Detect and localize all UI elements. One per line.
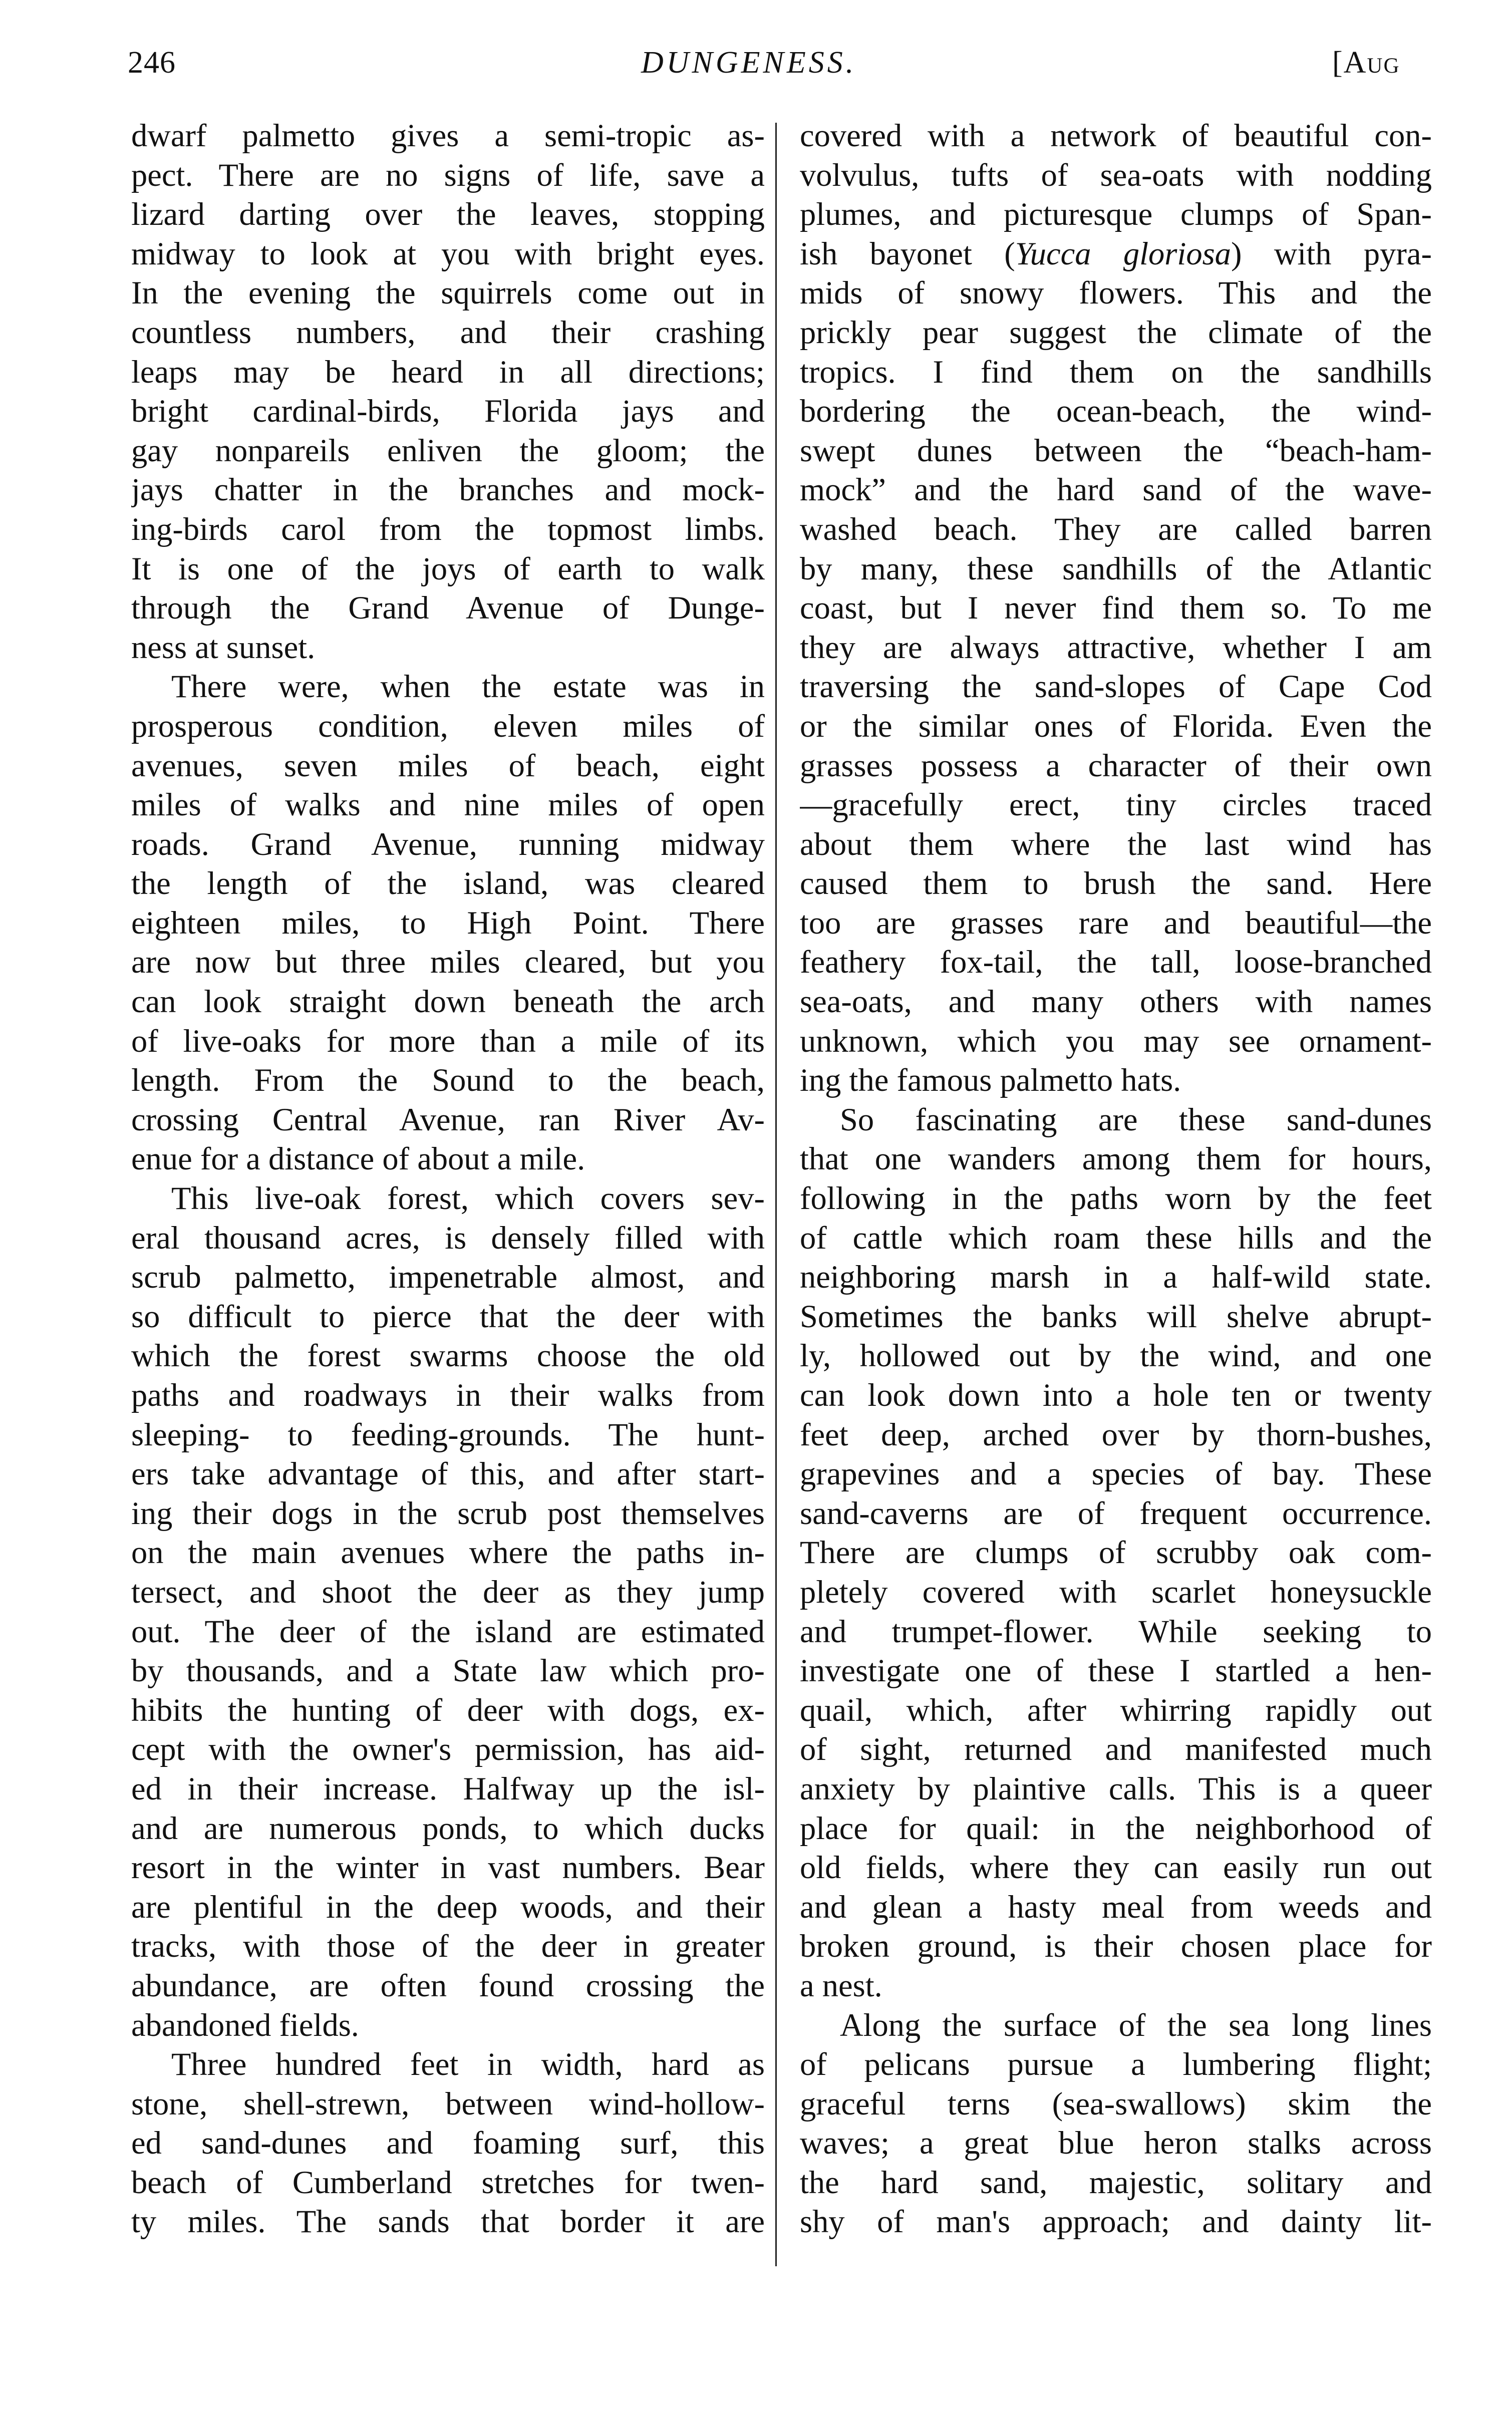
text-line: broken ground, is their chosen place for (800, 1928, 1432, 1964)
right-column (800, 116, 1432, 2242)
text-line: eighteen miles, to High Point. There (131, 905, 765, 941)
text-line: prosperous condition, eleven miles of (131, 708, 765, 744)
text-line: following in the paths worn by the feet (800, 1180, 1432, 1217)
text-line: ty miles. The sands that border it are (131, 2204, 765, 2240)
text-line: of live-oaks for more than a mile of its (131, 1023, 765, 1059)
text-line: It is one of the joys of earth to walk (131, 550, 765, 586)
text-line: There are clumps of scrubby oak com- (800, 1535, 1432, 1571)
text-line: the hard sand, majestic, solitary and (800, 2164, 1432, 2200)
text-line: crossing Central Avenue, ran River Av- (131, 1101, 765, 1137)
text-line: gay nonpareils enliven the gloom; the (131, 432, 765, 468)
text-line: out. The deer of the island are estimated (131, 1613, 765, 1649)
text-line: and trumpet-flower. While seeking to (800, 1613, 1432, 1649)
text-line: pletely covered with scarlet honeysuckle (800, 1574, 1432, 1610)
text-line: and glean a hasty meal from weeds and (800, 1889, 1432, 1925)
text-line: resort in the winter in vast numbers. Bear (131, 1850, 765, 1886)
text-line (800, 234, 1432, 274)
text-line: sea-oats, and many others with names (800, 984, 1432, 1020)
text-line: shy of man's approach; and dainty lit- (800, 2204, 1432, 2240)
text-line: place for quail: in the neighborhood of (800, 1810, 1432, 1846)
text-line: lizard darting over the leaves, stopping (131, 196, 765, 232)
column-divider (775, 123, 777, 2266)
text-line: leaps may be heard in all directions; (131, 354, 765, 390)
text-line: mids of snowy flowers. This and the (800, 275, 1432, 311)
text-line: washed beach. They are called barren (800, 511, 1432, 547)
text-line: midway to look at you with bright eyes. (131, 235, 765, 271)
text-line: ness at sunset. (131, 629, 316, 665)
text-segment: ish bayonet ( (800, 235, 1015, 271)
text-line: Along the surface of the sea long lines (840, 2007, 1432, 2043)
text-line: There were, when the estate was in (171, 669, 765, 705)
text-line: ers take advantage of this, and after start- (131, 1456, 765, 1492)
text-line: —gracefully erect, tiny circles traced (800, 787, 1432, 823)
text-line: ing-birds carol from the topmost limbs. (131, 511, 765, 547)
text-line: graceful terns (sea-swallows) skim the (800, 2085, 1432, 2122)
text-line: by thousands, and a State law which pro- (131, 1653, 765, 1689)
text-line: they are always attractive, whether I am (800, 629, 1432, 665)
text-line: plumes, and picturesque clumps of Span- (800, 196, 1432, 232)
text-line: length. From the Sound to the beach, (131, 1062, 765, 1098)
text-line: of sight, returned and manifested much (800, 1731, 1432, 1767)
text-line: investigate one of these I startled a hen- (800, 1653, 1432, 1689)
text-line: volvulus, tufts of sea-oats with nodding (800, 157, 1432, 193)
text-line: are plentiful in the deep woods, and their (131, 1889, 765, 1925)
text-line: covered with a network of beautiful con- (800, 118, 1432, 153)
text-line: of pelicans pursue a lumbering flight; (800, 2046, 1432, 2082)
text-line: the length of the island, was cleared (131, 865, 765, 901)
text-line: or the similar ones of Florida. Even the (800, 708, 1432, 744)
text-line: eral thousand acres, is densely filled with (131, 1220, 765, 1256)
text-line: tropics. I find them on the sandhills (800, 354, 1432, 390)
text-line: and are numerous ponds, to which ducks (131, 1810, 765, 1846)
text-line: sand-caverns are of frequent occurrence. (800, 1495, 1432, 1531)
page-number: 246 (128, 46, 176, 80)
text-line: jays chatter in the branches and mock- (131, 472, 765, 508)
text-line: feet deep, arched over by thorn-bushes, (800, 1416, 1432, 1452)
text-line: traversing the sand-slopes of Cape Cod (800, 669, 1432, 705)
text-line: pect. There are no signs of life, save a (131, 157, 765, 193)
text-line: by many, these sandhills of the Atlantic (800, 550, 1432, 586)
text-line: ly, hollowed out by the wind, and one (800, 1338, 1432, 1374)
text-line: sleeping- to feeding-grounds. The hunt- (131, 1416, 765, 1452)
text-line: ing their dogs in the scrub post themselves (131, 1495, 765, 1531)
text-line: stone, shell-strewn, between wind-hollow- (131, 2085, 765, 2122)
text-line: can look down into a hole ten or twenty (800, 1377, 1432, 1413)
text-line: abundance, are often found crossing the (131, 1967, 765, 2003)
text-line: so difficult to pierce that the deer with (131, 1298, 765, 1334)
text-line: scrub palmetto, impenetrable almost, and (131, 1259, 765, 1295)
text-line: prickly pear suggest the climate of the (800, 314, 1432, 350)
text-line: of cattle which roam these hills and the (800, 1220, 1432, 1256)
text-line: about them where the last wind has (800, 826, 1432, 862)
text-line: beach of Cumberland stretches for twen- (131, 2164, 765, 2200)
text-line: enue for a distance of about a mile. (131, 1141, 585, 1177)
running-head (0, 35, 1512, 85)
text-line: tracks, with those of the deer in greater (131, 1928, 765, 1964)
text-line: tersect, and shoot the deer as they jump (131, 1574, 765, 1610)
text-line: Three hundred feet in width, hard as (171, 2046, 765, 2082)
text-line: Sometimes the banks will shelve abrupt- (800, 1298, 1432, 1334)
text-line: can look straight down beneath the arch (131, 984, 765, 1020)
text-line: feathery fox-tail, the tall, loose-branched (800, 944, 1432, 980)
text-line: roads. Grand Avenue, running midway (131, 826, 765, 862)
text-line: This live-oak forest, which covers sev- (171, 1180, 765, 1217)
text-line: In the evening the squirrels come out in (131, 275, 765, 311)
text-line: waves; a great blue heron stalks across (800, 2125, 1432, 2161)
text-line: cept with the owner's permission, has aid- (131, 1731, 765, 1767)
text-line: miles of walks and nine miles of open (131, 787, 765, 823)
text-line: avenues, seven miles of beach, eight (131, 747, 765, 783)
text-line: bright cardinal-birds, Florida jays and (131, 393, 765, 429)
text-line: are now but three miles cleared, but you (131, 944, 765, 980)
text-line: a nest. (800, 1967, 882, 2003)
text-line: unknown, which you may see ornament- (800, 1023, 1432, 1059)
text-line: abandoned fields. (131, 2007, 359, 2043)
text-line: swept dunes between the “beach-ham- (800, 432, 1432, 468)
text-line: ing the famous palmetto hats. (800, 1062, 1181, 1098)
text-line: ed in their increase. Halfway up the isl- (131, 1770, 765, 1806)
text-line: that one wanders among them for hours, (800, 1141, 1432, 1177)
running-month: [Aug (1332, 46, 1400, 80)
text-line: dwarf palmetto gives a semi-tropic as- (131, 118, 765, 153)
text-line: coast, but I never find them so. To me (800, 590, 1432, 626)
text-line: old fields, where they can easily run out (800, 1850, 1432, 1886)
text-line: mock” and the hard sand of the wave- (800, 472, 1432, 508)
text-line: anxiety by plaintive calls. This is a queer (800, 1770, 1432, 1806)
text-segment: ) with pyra- (1231, 235, 1432, 271)
left-column (131, 116, 765, 2242)
text-line: neighboring marsh in a half-wild state. (800, 1259, 1432, 1295)
text-line: on the main avenues where the paths in- (131, 1535, 765, 1571)
text-line: grasses possess a character of their own (800, 747, 1432, 783)
species-name: Yucca gloriosa (1015, 235, 1231, 271)
text-line: paths and roadways in their walks from (131, 1377, 765, 1413)
text-line: quail, which, after whirring rapidly out (800, 1692, 1432, 1728)
text-line: through the Grand Avenue of Dunge- (131, 590, 765, 626)
running-title: DUNGENESS. (641, 46, 857, 80)
text-line: ed sand-dunes and foaming surf, this (131, 2125, 765, 2161)
text-line: countless numbers, and their crashing (131, 314, 765, 350)
text-line: grapevines and a species of bay. These (800, 1456, 1432, 1492)
text-line: So fascinating are these sand-dunes (840, 1101, 1432, 1137)
text-line: which the forest swarms choose the old (131, 1338, 765, 1374)
text-line: too are grasses rare and beautiful—the (800, 905, 1432, 941)
text-line: hibits the hunting of deer with dogs, ex- (131, 1692, 765, 1728)
text-line: bordering the ocean-beach, the wind- (800, 393, 1432, 429)
text-line: caused them to brush the sand. Here (800, 865, 1432, 901)
